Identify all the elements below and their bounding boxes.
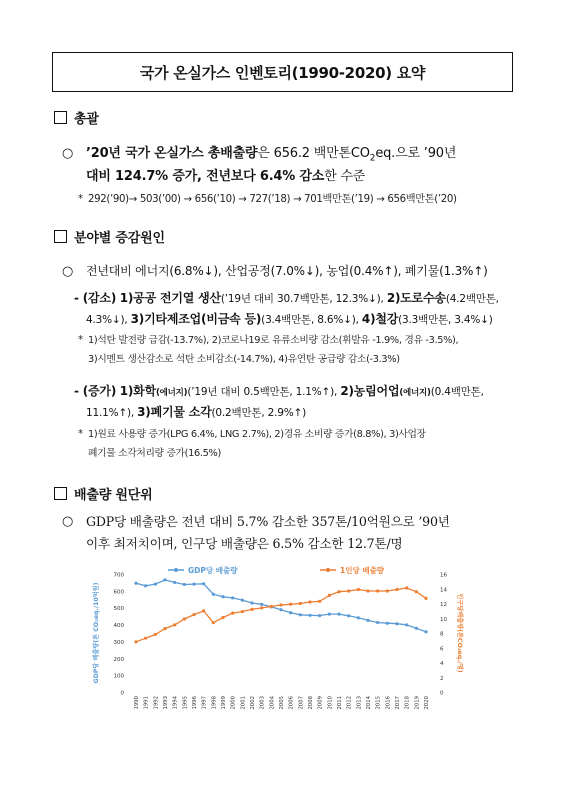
- x-tick-label: 1996: [192, 696, 198, 710]
- series-2-point: [192, 613, 195, 616]
- overview-note: 292(’90)→ 503(’00) → 656(’10) → 727(’18) → 701백만톤(’19) → 656백만톤(’20): [88, 194, 457, 205]
- section-sector-heading: [54, 227, 165, 246]
- series-2-point: [405, 586, 408, 589]
- series-2-point: [270, 605, 273, 608]
- y-right-tick-label: 14: [440, 587, 447, 594]
- increase-head: - (증가): [74, 384, 117, 398]
- x-tick-label: 2001: [240, 696, 247, 710]
- series-1-point: [337, 613, 340, 616]
- x-tick-label: 1995: [182, 696, 189, 710]
- decrease-detail-1: (’19년 대비 30.7백만톤, 12.3%↓),: [220, 293, 387, 305]
- overview-line-2: [86, 165, 526, 188]
- series-line-2: [136, 588, 426, 642]
- series-1-point: [241, 599, 244, 602]
- series-1-point: [192, 583, 195, 586]
- x-tick-label: 2008: [308, 696, 314, 710]
- decrease-note-1: 1)석탄 발전량 급감(-13.7%), 2)코로나19로 유류소비량 감소(휘발유 -1.9%, 경유 -3.5%),: [88, 335, 459, 346]
- series-2-point: [279, 603, 282, 606]
- x-tick-label: 1994: [172, 696, 179, 710]
- series-2-point: [415, 590, 418, 593]
- intensity-line-2: 이후 최저치이며, 인구당 배출량은 6.5% 감소한 12.7톤/명: [86, 536, 403, 551]
- series-1-point: [347, 614, 350, 617]
- decrease-detail-4: (3.4백만톤, 8.6%↓),: [261, 314, 362, 326]
- circle-bullet-icon: ○: [62, 146, 74, 161]
- circle-bullet-icon: ○: [62, 514, 74, 529]
- series-2-point: [424, 597, 427, 600]
- series-1-point: [395, 622, 398, 625]
- section-intensity-heading: [54, 484, 152, 503]
- decrease-item-2: 2)도로수송: [386, 291, 446, 305]
- series-1-point: [376, 621, 379, 624]
- x-tick-label: 2009: [317, 696, 324, 710]
- series-1-point: [134, 582, 137, 585]
- x-tick-label: 2012: [346, 696, 353, 710]
- series-1-point: [405, 623, 408, 626]
- x-tick-label: 2005: [279, 696, 285, 710]
- x-tick-label: 2004: [269, 696, 276, 710]
- series-1-point: [250, 601, 253, 604]
- decrease-detail-3: 4.3%↓),: [86, 314, 131, 326]
- decrease-item-3: 3)기타제조업(비금속 등): [130, 312, 262, 326]
- y-right-tick-label: 8: [440, 631, 444, 638]
- series-2-point: [221, 616, 224, 619]
- x-tick-label: 2000: [230, 696, 237, 710]
- series-2-point: [260, 606, 263, 609]
- increase-item-3: 3)폐기물 소각: [137, 405, 212, 419]
- x-tick-label: 1991: [143, 696, 150, 710]
- series-1-point: [231, 596, 234, 599]
- square-bullet-icon: [54, 230, 67, 243]
- legend-swatch-marker: [174, 568, 178, 572]
- overview-emphasis-1: ’20년 국가 온실가스 총배출량: [86, 146, 258, 161]
- series-2-point: [376, 589, 379, 592]
- y-right-tick-label: 4: [440, 661, 444, 667]
- y-left-tick-label: 300: [113, 639, 124, 646]
- x-tick-label: 2014: [366, 696, 372, 710]
- series-2-point: [241, 610, 244, 613]
- increase-detail-2: (0.4백만톤,: [430, 386, 484, 398]
- section-sector-label: 분야별 증감원인: [74, 231, 165, 246]
- series-2-point: [144, 637, 147, 640]
- series-2-point: [173, 623, 176, 626]
- series-1-point: [154, 583, 157, 586]
- series-2-point: [154, 633, 157, 636]
- x-tick-label: 2013: [356, 696, 363, 710]
- x-tick-label: 2019: [414, 696, 421, 710]
- y-left-tick-label: 100: [113, 673, 124, 680]
- increase-item-2-qualifier: (에너지): [399, 388, 431, 398]
- series-1-point: [202, 582, 205, 585]
- series-2-point: [395, 588, 398, 591]
- series-2-point: [289, 603, 292, 606]
- series-1-point: [289, 611, 292, 614]
- series-2-point: [366, 589, 369, 592]
- series-1-point: [183, 583, 186, 586]
- increase-item-1-qualifier: (에너지): [155, 388, 188, 398]
- star-bullet-icon: *: [78, 194, 83, 205]
- y-right-tick-label: 12: [440, 602, 447, 608]
- series-1-point: [424, 630, 427, 633]
- overview-text-3: 한 수준: [324, 169, 366, 184]
- increase-detail-3: 11.1%↑),: [86, 407, 138, 419]
- y-left-tick-label: 200: [113, 656, 124, 663]
- series-2-point: [386, 589, 389, 592]
- x-tick-label: 2010: [327, 696, 334, 710]
- series-2-point: [299, 602, 302, 605]
- y-left-tick-label: 600: [113, 589, 124, 596]
- title-box: [52, 52, 513, 92]
- series-2-point: [318, 600, 321, 603]
- y-right-axis-title: 인구당배출량(톤CO₂eq./명): [456, 593, 463, 673]
- y-left-axis-title: GDP당 배출량(톤 CO₂eq./10억원): [93, 582, 100, 684]
- series-2-point: [250, 608, 253, 611]
- series-2-point: [308, 600, 311, 603]
- series-1-point: [328, 613, 331, 616]
- decrease-note-2: 3)시멘트 생산감소로 석탄 소비감소(-14.7%), 4)유연탄 공급량 감소(-3.3%): [88, 354, 400, 365]
- overview-emphasis-2: 대비 124.7% 증가, 전년보다 6.4% 감소: [86, 169, 325, 184]
- x-tick-label: 2016: [385, 696, 392, 710]
- x-tick-label: 1998: [211, 696, 218, 710]
- x-tick-label: 1993: [163, 696, 169, 710]
- x-tick-label: 2002: [250, 696, 256, 710]
- series-1-point: [144, 584, 147, 587]
- series-1-point: [357, 616, 360, 619]
- x-tick-label: 2007: [298, 696, 305, 710]
- series-2-point: [183, 617, 186, 620]
- section-intensity-label: 배출량 원단위: [74, 488, 153, 503]
- increase-detail-1: (’19년 대비 0.5백만톤, 1.1%↑),: [187, 386, 341, 398]
- section-overview-label: 총괄: [74, 112, 99, 127]
- increase-note-1: 1)원료 사용량 증가(LPG 6.4%, LNG 2.7%), 2)경유 소비량 증가(8.8%), 3)사업장: [88, 429, 426, 440]
- series-1-point: [212, 593, 215, 596]
- series-1-point: [279, 608, 282, 611]
- series-2-point: [163, 627, 166, 630]
- series-2-point: [134, 640, 137, 643]
- series-1-point: [366, 619, 369, 622]
- decrease-item-1: 1)공공 전기열 생산: [119, 291, 221, 305]
- series-2-point: [212, 621, 215, 624]
- circle-bullet-icon: ○: [62, 264, 74, 279]
- section-overview-heading: [54, 108, 99, 127]
- series-2-point: [231, 611, 234, 614]
- x-tick-label: 1997: [201, 696, 208, 710]
- series-1-point: [299, 613, 302, 616]
- x-tick-label: 1990: [134, 696, 140, 710]
- x-tick-label: 2015: [375, 696, 382, 710]
- series-1-point: [260, 603, 263, 606]
- increase-line-2: [86, 401, 536, 425]
- series-1-point: [318, 614, 321, 617]
- series-2-point: [202, 609, 205, 612]
- x-tick-label: 1999: [221, 696, 227, 710]
- y-left-tick-label: 0: [120, 690, 124, 697]
- x-tick-label: 2020: [424, 696, 430, 710]
- x-tick-label: 1992: [153, 696, 160, 710]
- square-bullet-icon: [54, 111, 67, 124]
- legend-label-2: 1인당 배출량: [340, 566, 385, 575]
- y-right-tick-label: 2: [440, 675, 444, 682]
- x-tick-label: 2003: [259, 696, 266, 710]
- x-tick-label: 2011: [337, 696, 343, 710]
- y-right-tick-label: 16: [440, 572, 447, 579]
- series-1-point: [386, 622, 389, 625]
- increase-item-1: 1)화학: [119, 384, 156, 398]
- series-2-point: [337, 590, 340, 593]
- increase-note-2: 폐기물 소각처리량 증가(16.5%): [88, 448, 221, 459]
- decrease-head: - (감소): [74, 291, 117, 305]
- x-tick-label: 2017: [395, 696, 401, 710]
- series-2-point: [328, 594, 331, 597]
- decrease-detail-2: (4.2백만톤,: [445, 293, 499, 305]
- overview-text-1: 은 656.2 백만톤CO: [257, 146, 370, 161]
- increase-detail-4: (0.2백만톤, 2.9%↑): [211, 407, 306, 419]
- sector-summary: 전년대비 에너지(6.8%↓), 산업공정(7.0%↓), 농업(0.4%↑), 폐기물(1.3%↑): [86, 264, 488, 278]
- y-right-tick-label: 6: [440, 646, 444, 653]
- series-1-point: [308, 614, 311, 617]
- decrease-detail-5: (3.3백만톤, 3.4%↓): [398, 314, 493, 326]
- star-bullet-icon: *: [78, 429, 83, 440]
- series-1-point: [415, 627, 418, 630]
- overview-text-2: eq.으로 ’90년: [375, 146, 457, 161]
- x-tick-label: 2018: [404, 696, 411, 710]
- series-2-point: [357, 588, 360, 591]
- decrease-line-2: [86, 308, 536, 332]
- legend-swatch-marker: [326, 568, 330, 572]
- y-left-tick-label: 700: [113, 572, 124, 579]
- page-title: 국가 온실가스 인벤토리(1990-2020) 요약: [139, 63, 426, 82]
- legend-label-1: GDP당 배출량: [188, 566, 238, 575]
- intensity-line-1: GDP당 배출량은 전년 대비 5.7% 감소한 357톤/10억원으로 ’90년: [86, 514, 450, 529]
- y-left-tick-label: 500: [113, 606, 124, 613]
- chart-svg: [88, 560, 464, 730]
- overview-subscript: 2: [369, 153, 376, 164]
- decrease-item-4: 4)철강: [361, 312, 399, 326]
- y-right-tick-label: 10: [440, 616, 447, 623]
- emissions-intensity-chart: [88, 560, 464, 730]
- y-right-tick-label: 0: [440, 690, 444, 697]
- x-tick-label: 2006: [288, 696, 295, 710]
- series-1-point: [173, 581, 176, 584]
- y-left-tick-label: 400: [113, 623, 124, 630]
- series-1-point: [221, 595, 224, 598]
- increase-item-2: 2)농림어업: [340, 384, 400, 398]
- square-bullet-icon: [54, 487, 67, 500]
- star-bullet-icon: *: [78, 335, 83, 346]
- series-1-point: [163, 578, 166, 581]
- series-2-point: [347, 589, 350, 592]
